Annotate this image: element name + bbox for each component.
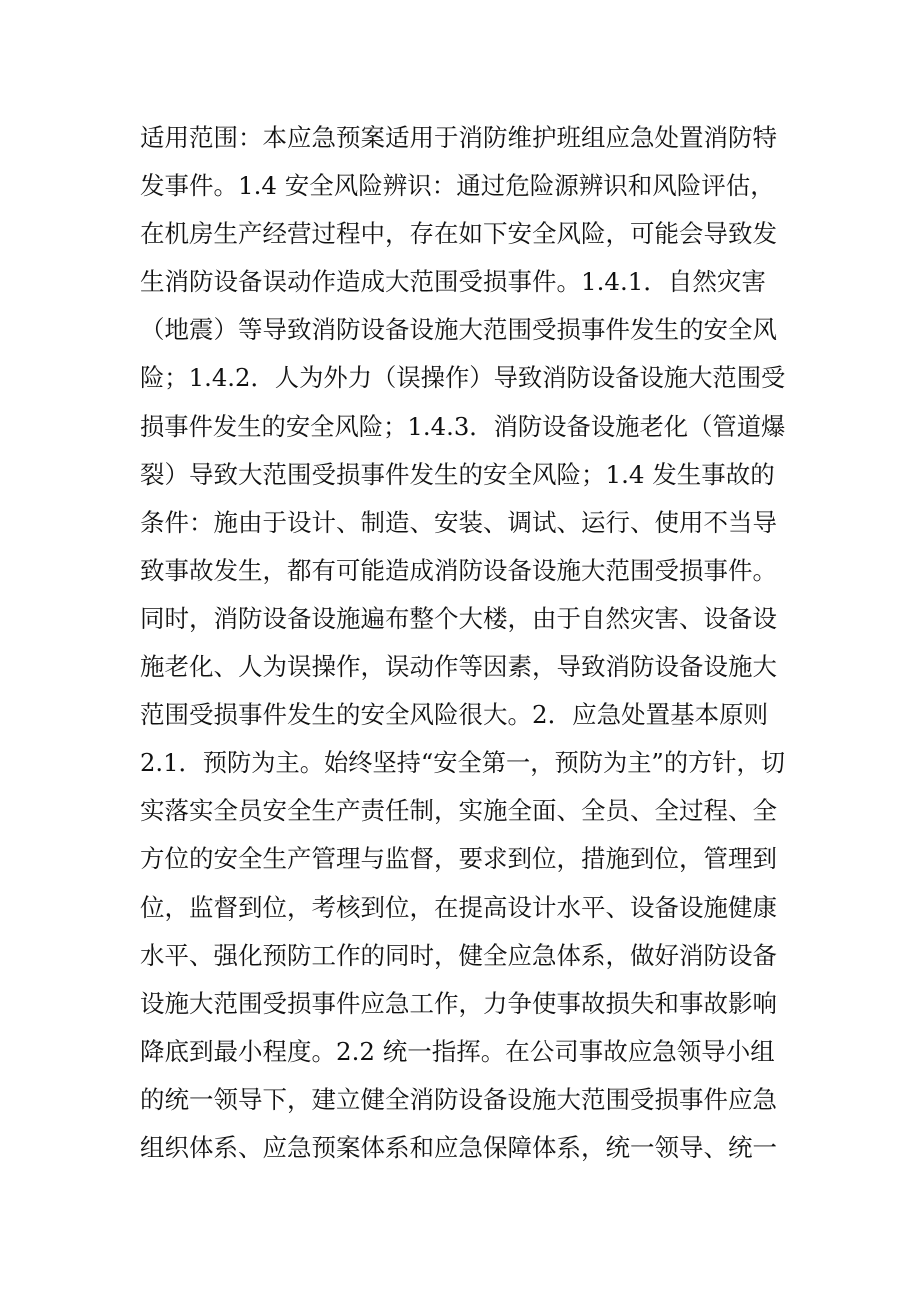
text-line: 致事故发生，都有可能造成消防设备设施大范围受损事件。	[140, 555, 777, 585]
text-line: 损事件发生的安全风险；1.4.3．消防设备设施老化（管道爆	[140, 411, 786, 441]
text-line: 适用范围：本应急预案适用于消防维护班组应急处置消防特	[140, 123, 777, 152]
text-line: 生消防设备误动作造成大范围受损事件。1.4.1．自然灾害	[140, 267, 766, 297]
text-line: 设施大范围受损事件应急工作，力争使事故损失和事故影响	[140, 988, 777, 1018]
text-line: 险；1.4.2．人为外力（误操作）导致消防设备设施大范围受	[140, 363, 786, 393]
text-line: 在机房生产经营过程中，存在如下安全风险，可能会导致发	[140, 219, 777, 249]
text-line: 实落实全员安全生产责任制，实施全面、全员、全过程、全	[140, 796, 777, 826]
text-line: 水平、强化预防工作的同时，健全应急体系，做好消防设备	[140, 940, 777, 970]
text-line: 组织体系、应急预案体系和应急保障体系，统一领导、统一	[140, 1132, 777, 1162]
text-line: 位，监督到位，考核到位，在提高设计水平、设备设施健康	[140, 892, 777, 922]
text-line: 同时，消防设备设施遍布整个大楼，由于自然灾害、设备设	[140, 603, 777, 633]
text-line: 降底到最小程度。2.2 统一指挥。在公司事故应急领导小组	[140, 1036, 775, 1066]
text-line: 条件：施由于设计、制造、安装、调试、运行、使用不当导	[140, 507, 777, 537]
text-line: 2.1．预防为主。始终坚持“安全第一，预防为主”的方针，切	[140, 748, 786, 778]
text-line: 施老化、人为误操作，误动作等因素，导致消防设备设施大	[140, 652, 777, 682]
text-line: （地震）等导致消防设备设施大范围受损事件发生的安全风	[140, 315, 777, 345]
text-line: 范围受损事件发生的安全风险很大。2．应急处置基本原则	[140, 700, 769, 730]
text-line: 裂）导致大范围受损事件发生的安全风险；1.4 发生事故的	[140, 459, 775, 489]
text-line: 方位的安全生产管理与监督，要求到位，措施到位，管理到	[140, 844, 777, 874]
text-line: 的统一领导下，建立健全消防设备设施大范围受损事件应急	[140, 1084, 777, 1114]
text-line: 发事件。1.4 安全风险辨识：通过危险源辨识和风险评估，	[140, 171, 775, 201]
body-text	[140, 114, 785, 1172]
